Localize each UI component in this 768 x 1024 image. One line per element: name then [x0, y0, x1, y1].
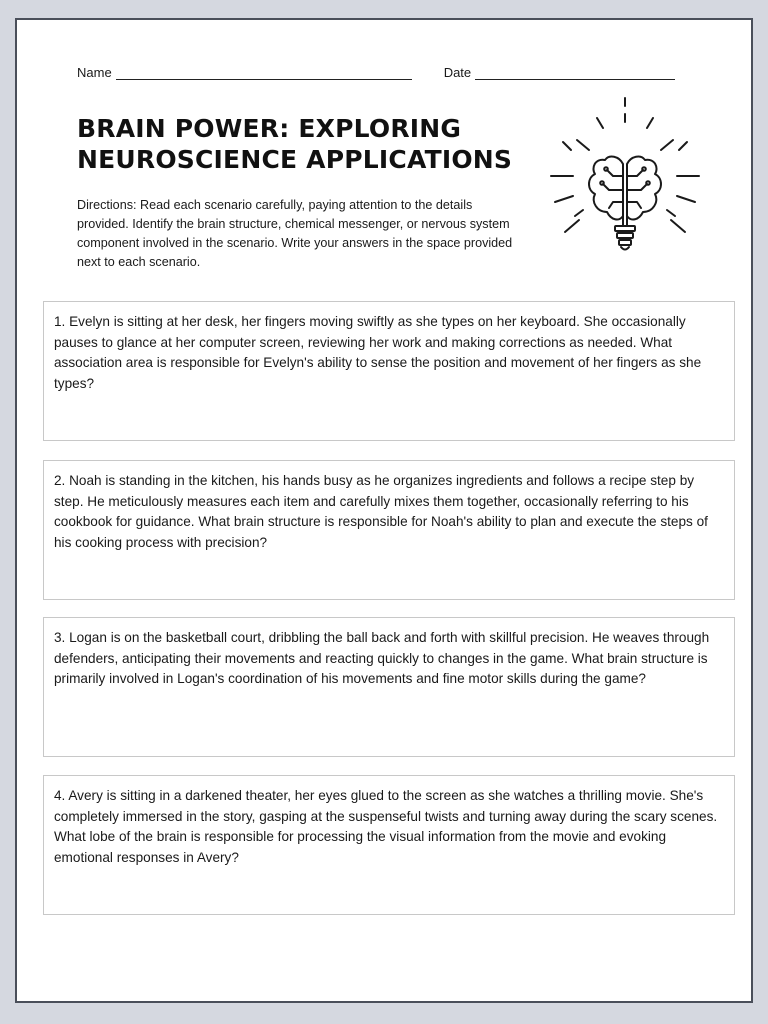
question-text-4: 4. Avery is sitting in a darkened theater, her eyes glued to the screen as she watches a thrilling movie. She's completely immersed in the story, gasping at the suspenseful twists and turning away during the scary scenes. What lobe of the brain is responsible for processing the visual information from the movie and evoking emotional responses in Avery? [54, 788, 718, 865]
header-fields [77, 65, 691, 80]
worksheet-page [15, 18, 753, 1003]
page-title [77, 113, 547, 175]
date-line[interactable] [475, 65, 675, 80]
name-field[interactable] [77, 65, 412, 80]
date-field[interactable] [444, 65, 675, 80]
name-line[interactable] [116, 65, 412, 80]
question-box-4[interactable] [43, 775, 735, 915]
brain-lightbulb-icon [535, 92, 715, 260]
date-label: Date [443, 65, 472, 80]
question-text-1: 1. Evelyn is sitting at her desk, her fingers moving swiftly as she types on her keyboard. She occasionally pauses to glance at her computer screen, reviewing her work and making corrections as needed. What association area is responsible for Evelyn's ability to sense the position and movement of her fingers as she types? [54, 314, 702, 391]
directions-text: Directions: Read each scenario carefully, paying attention to the details provided. Identify the brain structure, chemical messenger, or nervous system component involved in the scenario. Write your answers in the space provided next to each scenario. [77, 198, 513, 269]
name-label: Name [77, 65, 112, 80]
question-box-1[interactable] [43, 301, 735, 441]
question-text-3: 3. Logan is on the basketball court, dribbling the ball back and forth with skillful precision. He weaves through defenders, anticipating their movements and reacting quickly to changes in the game. What brain structure is primarily involved in Logan's coordination of his movements and fine motor skills during the game? [54, 630, 710, 686]
question-box-3[interactable] [43, 617, 735, 757]
question-box-2[interactable] [43, 460, 735, 600]
title-line-2: NEUROSCIENCE APPLICATIONS [77, 145, 513, 174]
title-line-1: BRAIN POWER: EXPLORING [77, 114, 462, 143]
question-text-2: 2. Noah is standing in the kitchen, his hands busy as he organizes ingredients and follows a recipe step by step. He meticulously measures each item and carefully mixes them together, occasionally referring to his cookbook for guidance. What brain structure is responsible for Noah's ability to plan and execute the steps of his cooking process with precision? [54, 473, 708, 550]
